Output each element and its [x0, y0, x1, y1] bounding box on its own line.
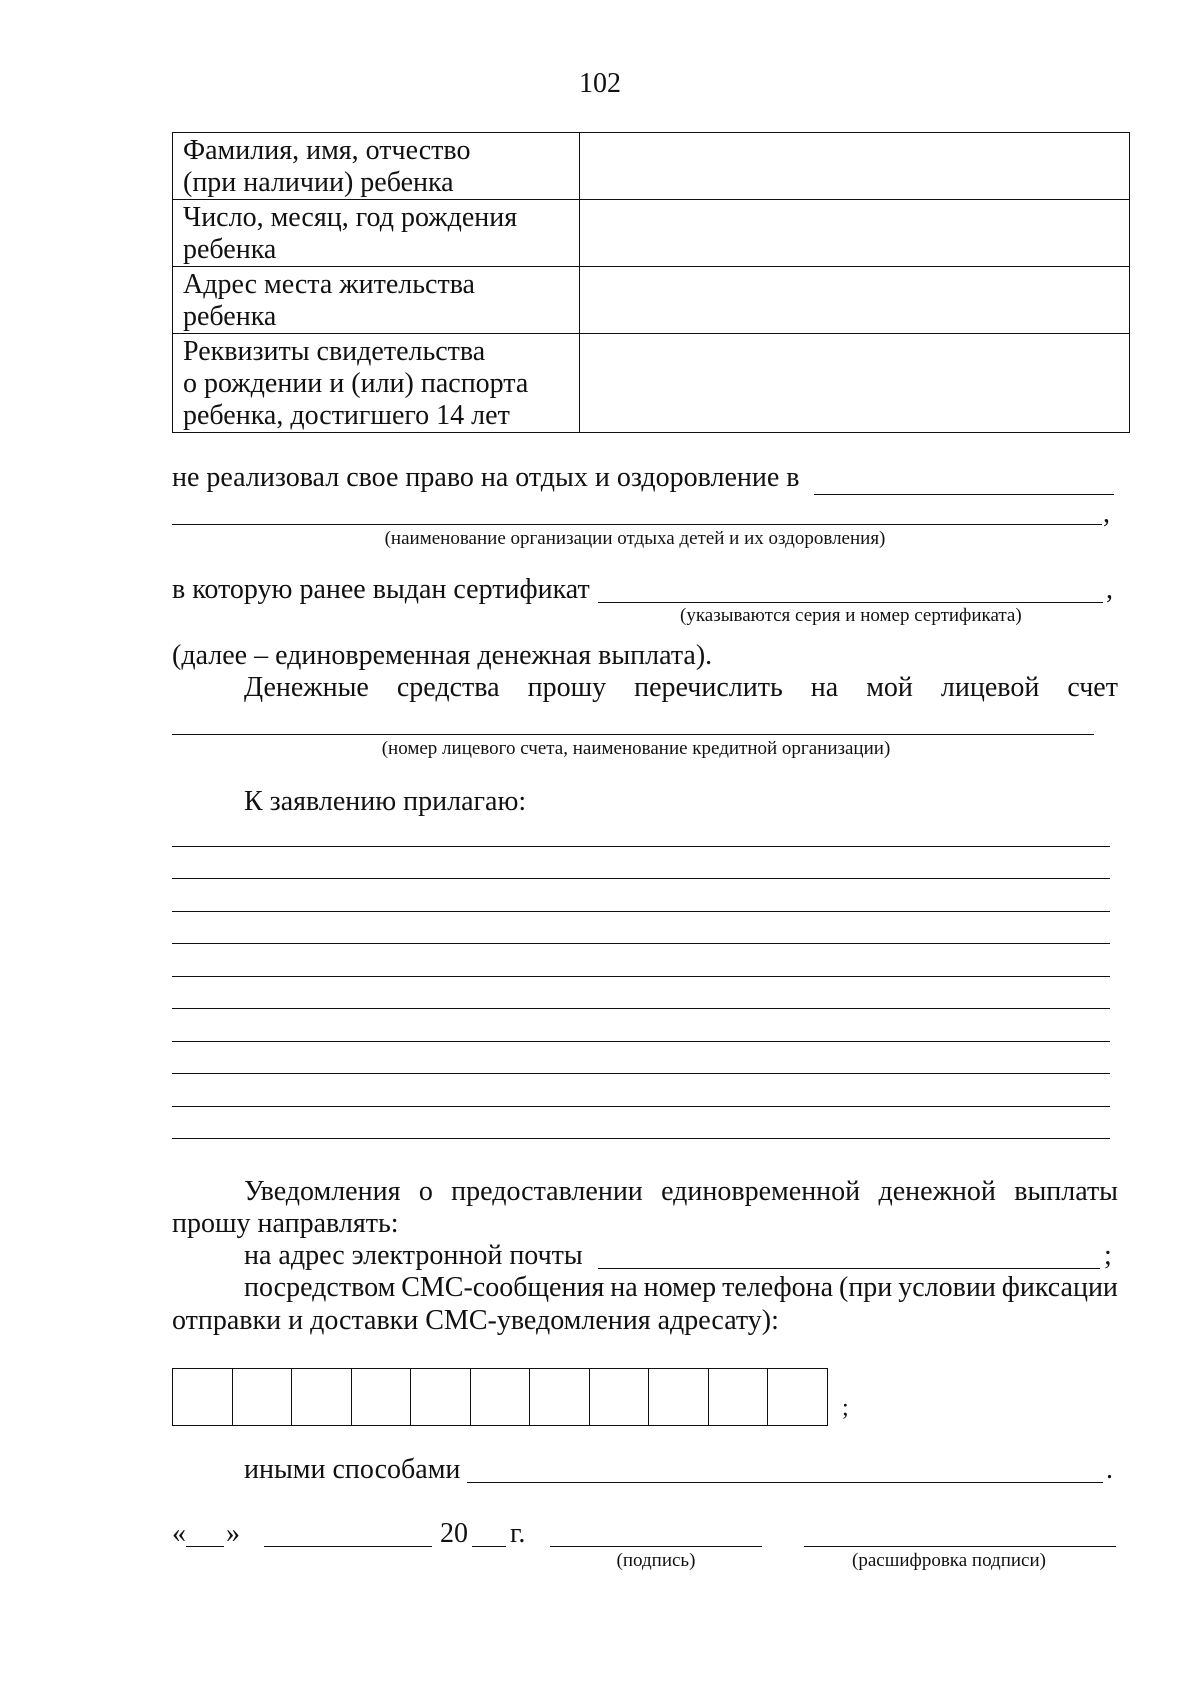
phone-digit-box[interactable]: [589, 1369, 649, 1425]
certificate-line[interactable]: [598, 602, 1103, 603]
account-word: счет: [1067, 672, 1118, 703]
attachment-line[interactable]: [172, 1138, 1110, 1139]
signature-caption: (подпись): [616, 1550, 696, 1571]
label-line: ребенка: [183, 301, 277, 332]
attachment-line[interactable]: [172, 911, 1110, 912]
certificate-caption: (указываются серия и номер сертификата): [680, 605, 1022, 626]
address-field[interactable]: [580, 267, 1130, 334]
phone-digit-box[interactable]: [173, 1369, 232, 1425]
other-end: .: [1106, 1454, 1113, 1485]
account-word: на: [810, 672, 839, 703]
label-line: ребенка: [183, 234, 277, 265]
phone-digit-box[interactable]: [708, 1369, 768, 1425]
label-line: Адрес места жительства: [183, 269, 475, 300]
org-line-1[interactable]: [814, 494, 1114, 495]
row-label-documents: [173, 334, 580, 433]
account-caption: (номер лицевого счета, наименование кредитной организации): [381, 738, 891, 759]
attachment-line[interactable]: [172, 1008, 1110, 1009]
phone-digit-box[interactable]: [470, 1369, 530, 1425]
account-word: перечислить: [634, 672, 783, 703]
account-word: мой: [866, 672, 913, 703]
sms-word: на: [610, 1272, 638, 1303]
table-row: [173, 133, 1130, 200]
date-year-line[interactable]: [472, 1546, 506, 1547]
account-line[interactable]: [172, 734, 1094, 735]
sms-word: номер: [643, 1272, 717, 1303]
notifications-word: единовременной: [661, 1176, 861, 1207]
sms-word: телефона: [722, 1272, 834, 1303]
documents-field[interactable]: [580, 334, 1130, 433]
org-comma: ,: [1103, 498, 1110, 529]
account-word: средства: [396, 672, 500, 703]
birth-date-field[interactable]: [580, 200, 1130, 267]
sms-word: (при: [839, 1272, 893, 1303]
certificate-text: в которую ранее выдан сертификат: [172, 574, 590, 605]
signature-decode-caption: (расшифровка подписи): [852, 1550, 1046, 1571]
child-info-table: [172, 132, 1130, 433]
label-line: ребенка, достигшего 14 лет: [183, 400, 510, 431]
date-year-suffix: г.: [510, 1518, 526, 1549]
phone-digit-box[interactable]: [410, 1369, 470, 1425]
sms-word: фиксации: [1001, 1272, 1118, 1303]
row-label-birth-date: [173, 200, 580, 267]
payment-note: (далее – единовременная денежная выплата).: [172, 640, 713, 671]
phone-digit-box[interactable]: [351, 1369, 411, 1425]
certificate-comma: ,: [1106, 574, 1113, 605]
attachment-line[interactable]: [172, 943, 1110, 944]
date-quote-open: «: [172, 1518, 186, 1549]
label-line: Реквизиты свидетельства: [183, 336, 486, 367]
sms-line-2: отправки и доставки СМС-уведомления адресату):: [172, 1305, 779, 1336]
full-name-field[interactable]: [580, 133, 1130, 200]
date-year-prefix: 20: [440, 1518, 468, 1549]
notifications-word: о: [418, 1176, 433, 1207]
row-label-address: [173, 267, 580, 334]
account-word: прошу: [527, 672, 607, 703]
attachment-line[interactable]: [172, 878, 1110, 879]
phone-digit-box[interactable]: [232, 1369, 292, 1425]
phone-end: ;: [842, 1395, 849, 1421]
account-text: [244, 672, 1118, 704]
notifications-word: выплаты: [1014, 1176, 1118, 1207]
label-line: Фамилия, имя, отчество: [183, 135, 471, 166]
notifications-line-2: прошу направлять:: [172, 1208, 399, 1239]
date-day-line[interactable]: [186, 1546, 224, 1547]
email-end: ;: [1104, 1240, 1112, 1271]
label-line: (при наличии) ребенка: [183, 167, 454, 198]
sms-word: СМС-сообщения: [401, 1272, 605, 1303]
table-row: [173, 334, 1130, 433]
other-line[interactable]: [467, 1482, 1103, 1483]
table-row: [173, 267, 1130, 334]
attachment-line[interactable]: [172, 1073, 1110, 1074]
email-line[interactable]: [598, 1268, 1100, 1269]
account-word: лицевой: [940, 672, 1040, 703]
page-number: 102: [579, 68, 621, 99]
notifications-word: Уведомления: [244, 1176, 401, 1207]
label-line: о рождении и (или) паспорта: [183, 368, 529, 399]
phone-digit-box[interactable]: [767, 1369, 827, 1425]
sms-word: посредством: [244, 1272, 396, 1303]
sms-line-1: [244, 1272, 1118, 1304]
attachment-line[interactable]: [172, 1106, 1110, 1107]
signature-decode-line[interactable]: [804, 1546, 1116, 1547]
other-label: иными способами: [244, 1454, 461, 1485]
label-line: Число, месяц, год рождения: [183, 202, 518, 233]
attachment-line[interactable]: [172, 976, 1110, 977]
email-label: на адрес электронной почты: [244, 1240, 583, 1271]
phone-digit-box[interactable]: [529, 1369, 589, 1425]
org-text: не реализовал свое право на отдых и оздоровление в: [172, 462, 800, 493]
attachment-line[interactable]: [172, 846, 1110, 847]
phone-number-boxes: [172, 1368, 828, 1426]
attachments-label: К заявлению прилагаю:: [244, 786, 527, 817]
phone-digit-box[interactable]: [648, 1369, 708, 1425]
notifications-line-1: [244, 1176, 1118, 1208]
org-caption: (наименование организации отдыха детей и их оздоровления): [384, 528, 886, 549]
signature-line[interactable]: [550, 1546, 762, 1547]
org-line-2[interactable]: [172, 524, 1102, 525]
attachment-line[interactable]: [172, 1041, 1110, 1042]
row-label-full-name: [173, 133, 580, 200]
date-quote-close: »: [226, 1518, 240, 1549]
sms-word: условии: [898, 1272, 996, 1303]
notifications-word: денежной: [878, 1176, 996, 1207]
phone-digit-box[interactable]: [291, 1369, 351, 1425]
notifications-word: предоставлении: [451, 1176, 643, 1207]
date-month-line[interactable]: [264, 1546, 432, 1547]
table-row: [173, 200, 1130, 267]
account-word: Денежные: [244, 672, 369, 703]
